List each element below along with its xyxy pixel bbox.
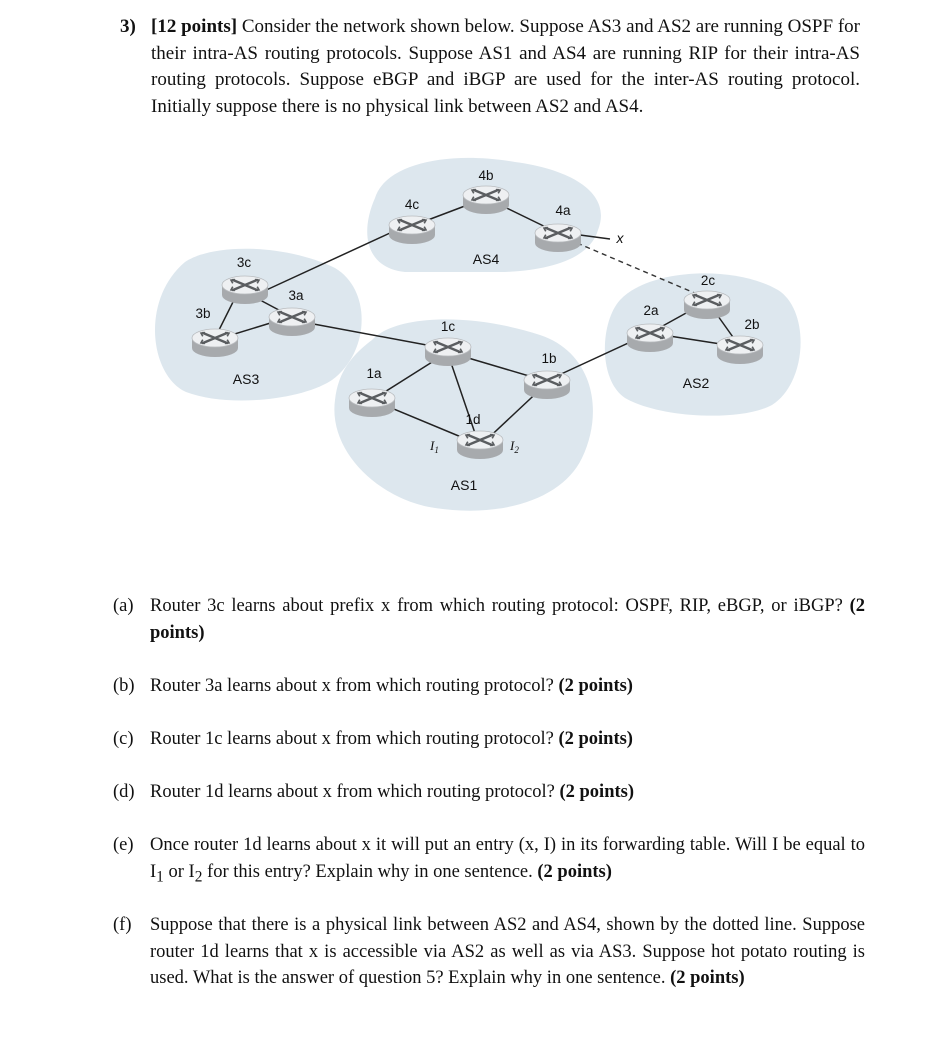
label-2b: 2b [744, 317, 760, 332]
router-1a-icon [349, 389, 395, 417]
question-e-label: (e) [113, 835, 134, 855]
router-2b-icon [717, 336, 763, 364]
question-c-text: Router 1c learns about x from which routing protocol? [150, 729, 559, 749]
as4-label: AS4 [472, 251, 500, 267]
question-f [113, 912, 865, 992]
question-a-label: (a) [113, 596, 134, 616]
question-b-text: Router 3a learns about x from which routing protocol? [150, 676, 559, 696]
question-c-label: (c) [113, 729, 134, 749]
label-4b: 4b [478, 168, 494, 183]
as2-label: AS2 [682, 375, 710, 391]
label-2a: 2a [643, 303, 659, 318]
label-1c: 1c [440, 319, 456, 334]
router-4a-icon [535, 224, 581, 252]
question-a-points: (2 points) [150, 596, 865, 643]
router-1c-icon [425, 338, 471, 366]
question-d-points: (2 points) [559, 782, 635, 802]
question-f-points: (2 points) [670, 968, 745, 988]
router-2a-icon [627, 324, 673, 352]
label-1b: 1b [541, 351, 557, 366]
question-d-text: Router 1d learns about x from which routing protocol? [150, 782, 560, 802]
question-a [113, 593, 865, 646]
label-1a: 1a [366, 366, 382, 381]
label-2c: 2c [700, 273, 716, 288]
as3-label: AS3 [232, 371, 260, 387]
question-f-label: (f) [113, 915, 132, 935]
problem-points: [12 points] [151, 16, 238, 37]
interface-i2-label: $I_2$ [510, 438, 519, 455]
question-a-text: Router 3c learns about prefix x from which routing protocol: OSPF, RIP, eBGP, or iBGP? [150, 596, 850, 616]
question-e-text-3: for this entry? Explain why in one sentence. [202, 861, 538, 882]
question-e-sub-1: 1 [156, 868, 164, 886]
question-f-text: Suppose that there is a physical link between AS2 and AS4, shown by the dotted line. Suppose router 1d learns that x is accessible via AS2 as well as via AS3. Suppose hot potato routing is used. What is the answer of question 5? Explain why in one sentence. [150, 915, 865, 988]
question-b-points: (2 points) [558, 676, 633, 696]
question-e-sub-2: 2 [194, 868, 203, 886]
router-1d-icon [457, 431, 503, 459]
question-c [113, 726, 865, 753]
router-3b-icon [192, 329, 238, 357]
router-3c-icon [222, 276, 268, 304]
question-e [113, 832, 865, 891]
question-e-points: (2 points) [537, 861, 612, 882]
label-3c: 3c [236, 255, 252, 270]
question-e-text-1: Once router 1d learns about x it will put an entry (x, I) in its forwarding table. Will I be equal to I [150, 835, 865, 882]
label-1d: 1d [465, 412, 481, 427]
question-c-points: (2 points) [558, 729, 633, 749]
label-3b: 3b [195, 306, 211, 321]
problem-number: 3) [120, 16, 136, 37]
router-3a-icon [269, 308, 315, 336]
router-4c-icon [389, 216, 435, 244]
as1-label: AS1 [450, 477, 478, 493]
label-3a: 3a [288, 288, 304, 303]
question-b [113, 673, 865, 700]
question-d [113, 779, 865, 806]
router-2c-icon [684, 291, 730, 319]
label-4a: 4a [555, 203, 571, 218]
question-b-label: (b) [113, 676, 135, 696]
question-e-text-2: or I [163, 861, 195, 882]
prefix-x-label: x [616, 230, 624, 246]
question-d-label: (d) [113, 782, 135, 802]
router-1b-icon [524, 371, 570, 399]
label-4c: 4c [404, 197, 420, 212]
interface-i1-label: $I_1$ [430, 438, 439, 455]
problem-body: Consider the network shown below. Suppose AS3 and AS2 are running OSPF for their intra-AS routing protocols. Suppose AS1 and AS4 are running RIP for their intra-AS routing protocols. Suppose eBGP and iBGP are used for the inter-AS routing protocol. Initially suppose there is no physical link between AS2 and AS4. [151, 16, 861, 117]
router-4b-icon [463, 186, 509, 214]
